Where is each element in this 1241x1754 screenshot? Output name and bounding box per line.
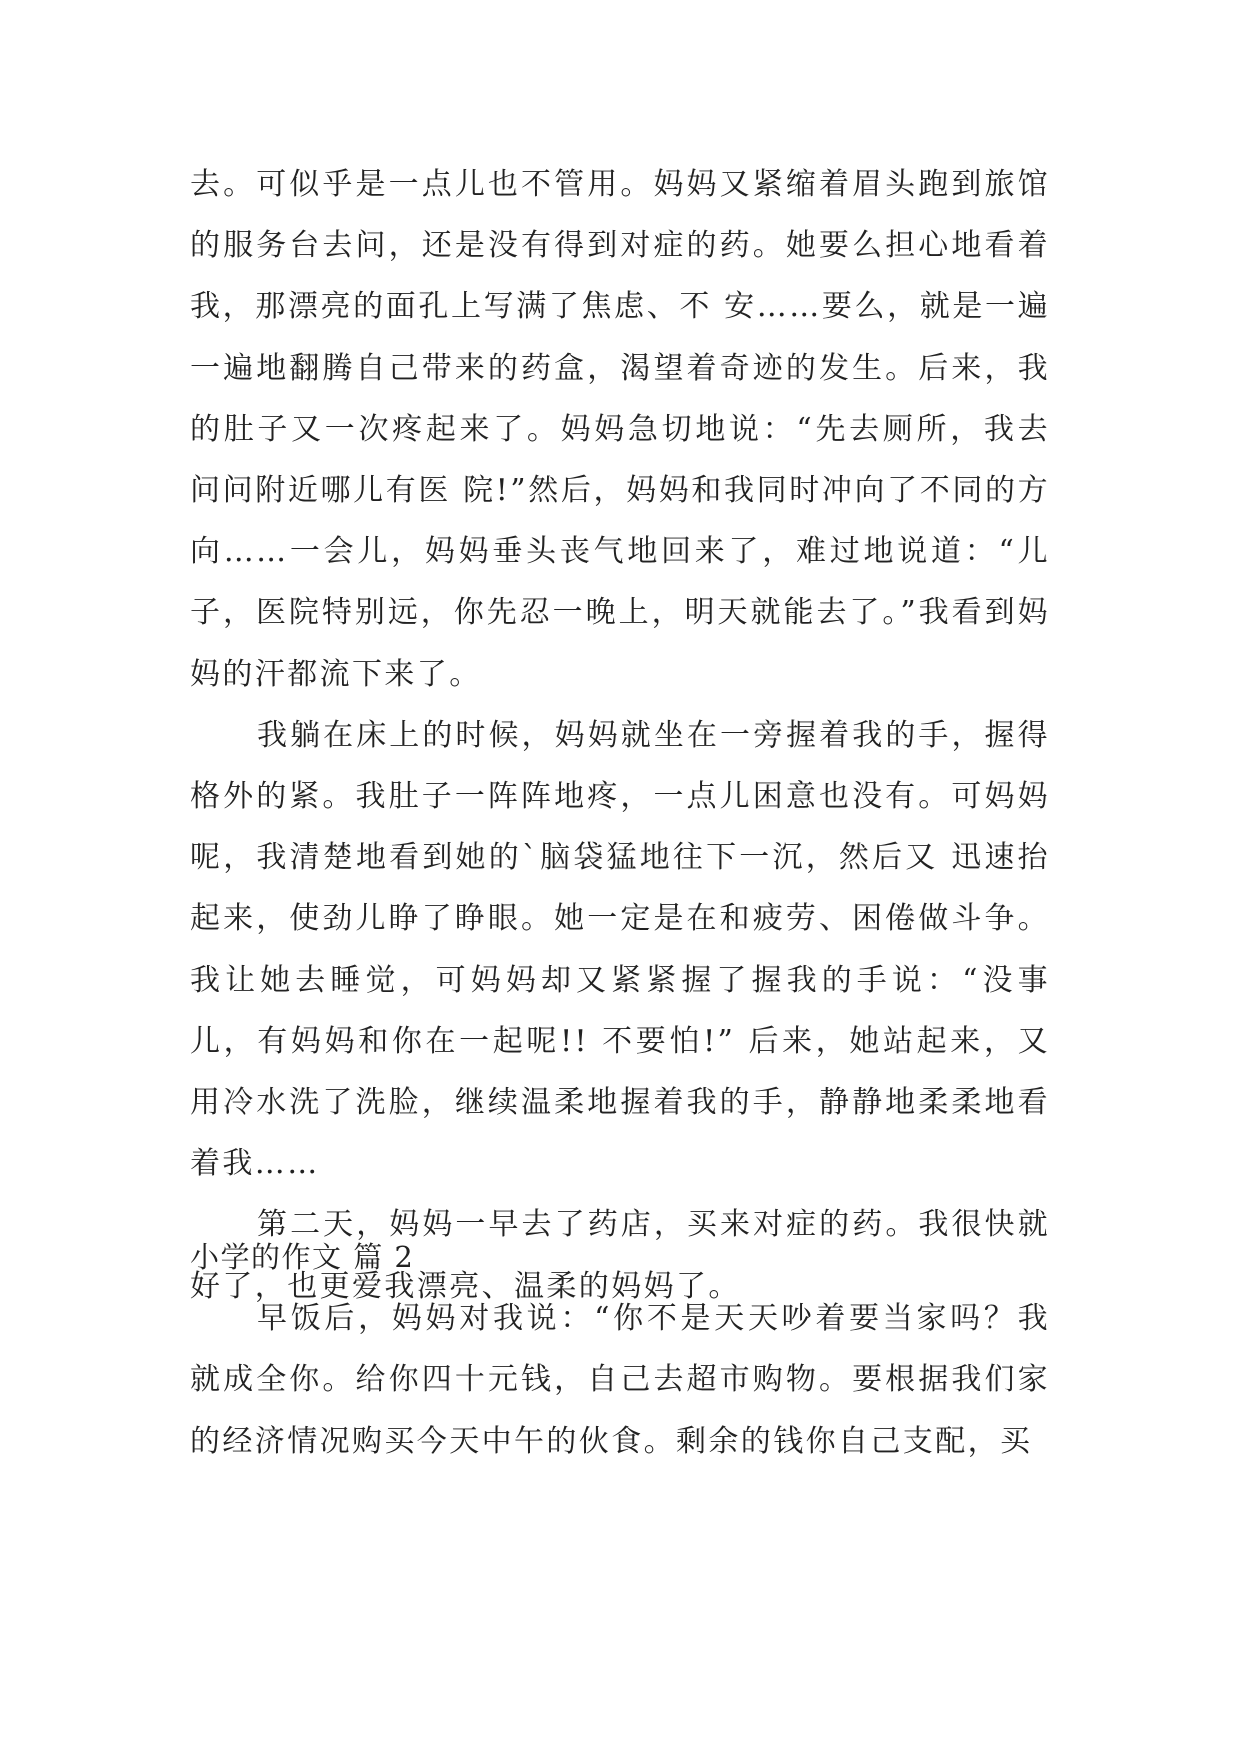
section-heading: 小学的作文 篇 2: [190, 1240, 415, 1274]
paragraph: 第二天，妈妈一早去了药店，买来对症的药。我很快就好了，也更爱我漂亮、温柔的妈妈了。: [190, 1207, 1050, 1304]
paragraph-continued: 去。可似乎是一点儿也不管用。妈妈又紧缩着眉头跑到旅馆的服务台去问，还是没有得到对症的药。她要么担心地看着我，那漂亮的面孔上写满了焦虑、不 安……要么，就是一遍一遍地翻腾自己带来的药盒，渴望着奇迹的发生。后来，我的肚子又一次疼起来了。妈妈急切地说：“先去厕所，我去问问附近哪儿有医 院!”然后，妈妈和我同时冲向了不同的方向……一会儿，妈妈垂头丧气地回来了，难过地说道：“儿子，医院特别远，你先忍一晚上，明天就能去了。”我看到妈 妈的汗都流下来了。: [190, 167, 1050, 692]
paragraph: 我躺在床上的时候，妈妈就坐在一旁握着我的手，握得格外的紧。我肚子一阵阵地疼，一点儿困意也没有。可妈妈呢，我清楚地看到她的`脑袋猛地往下一沉，然后又 迅速抬起来，使劲儿睁了睁眼。她一定是在和疲劳、困倦做斗争。我让她去睡觉，可妈妈却又紧紧握了握我的手说：“没事儿，有妈妈和你在一起呢!! 不要怕!” 后来，她站起来，又用冷水洗了洗脸，继续温柔地握着我的手，静静地柔柔地看着我……: [190, 717, 1050, 1182]
essay-body-part1: [190, 154, 1050, 1317]
essay-section-2: [190, 1227, 1050, 1472]
paragraph: 早饭后，妈妈对我说：“你不是天天吵着要当家吗？我就成全你。给你四十元钱，自己去超市购物。要根据我们家的经济情况购买今天中午的伙食。剩余的钱你自己支配，买: [190, 1301, 1050, 1459]
